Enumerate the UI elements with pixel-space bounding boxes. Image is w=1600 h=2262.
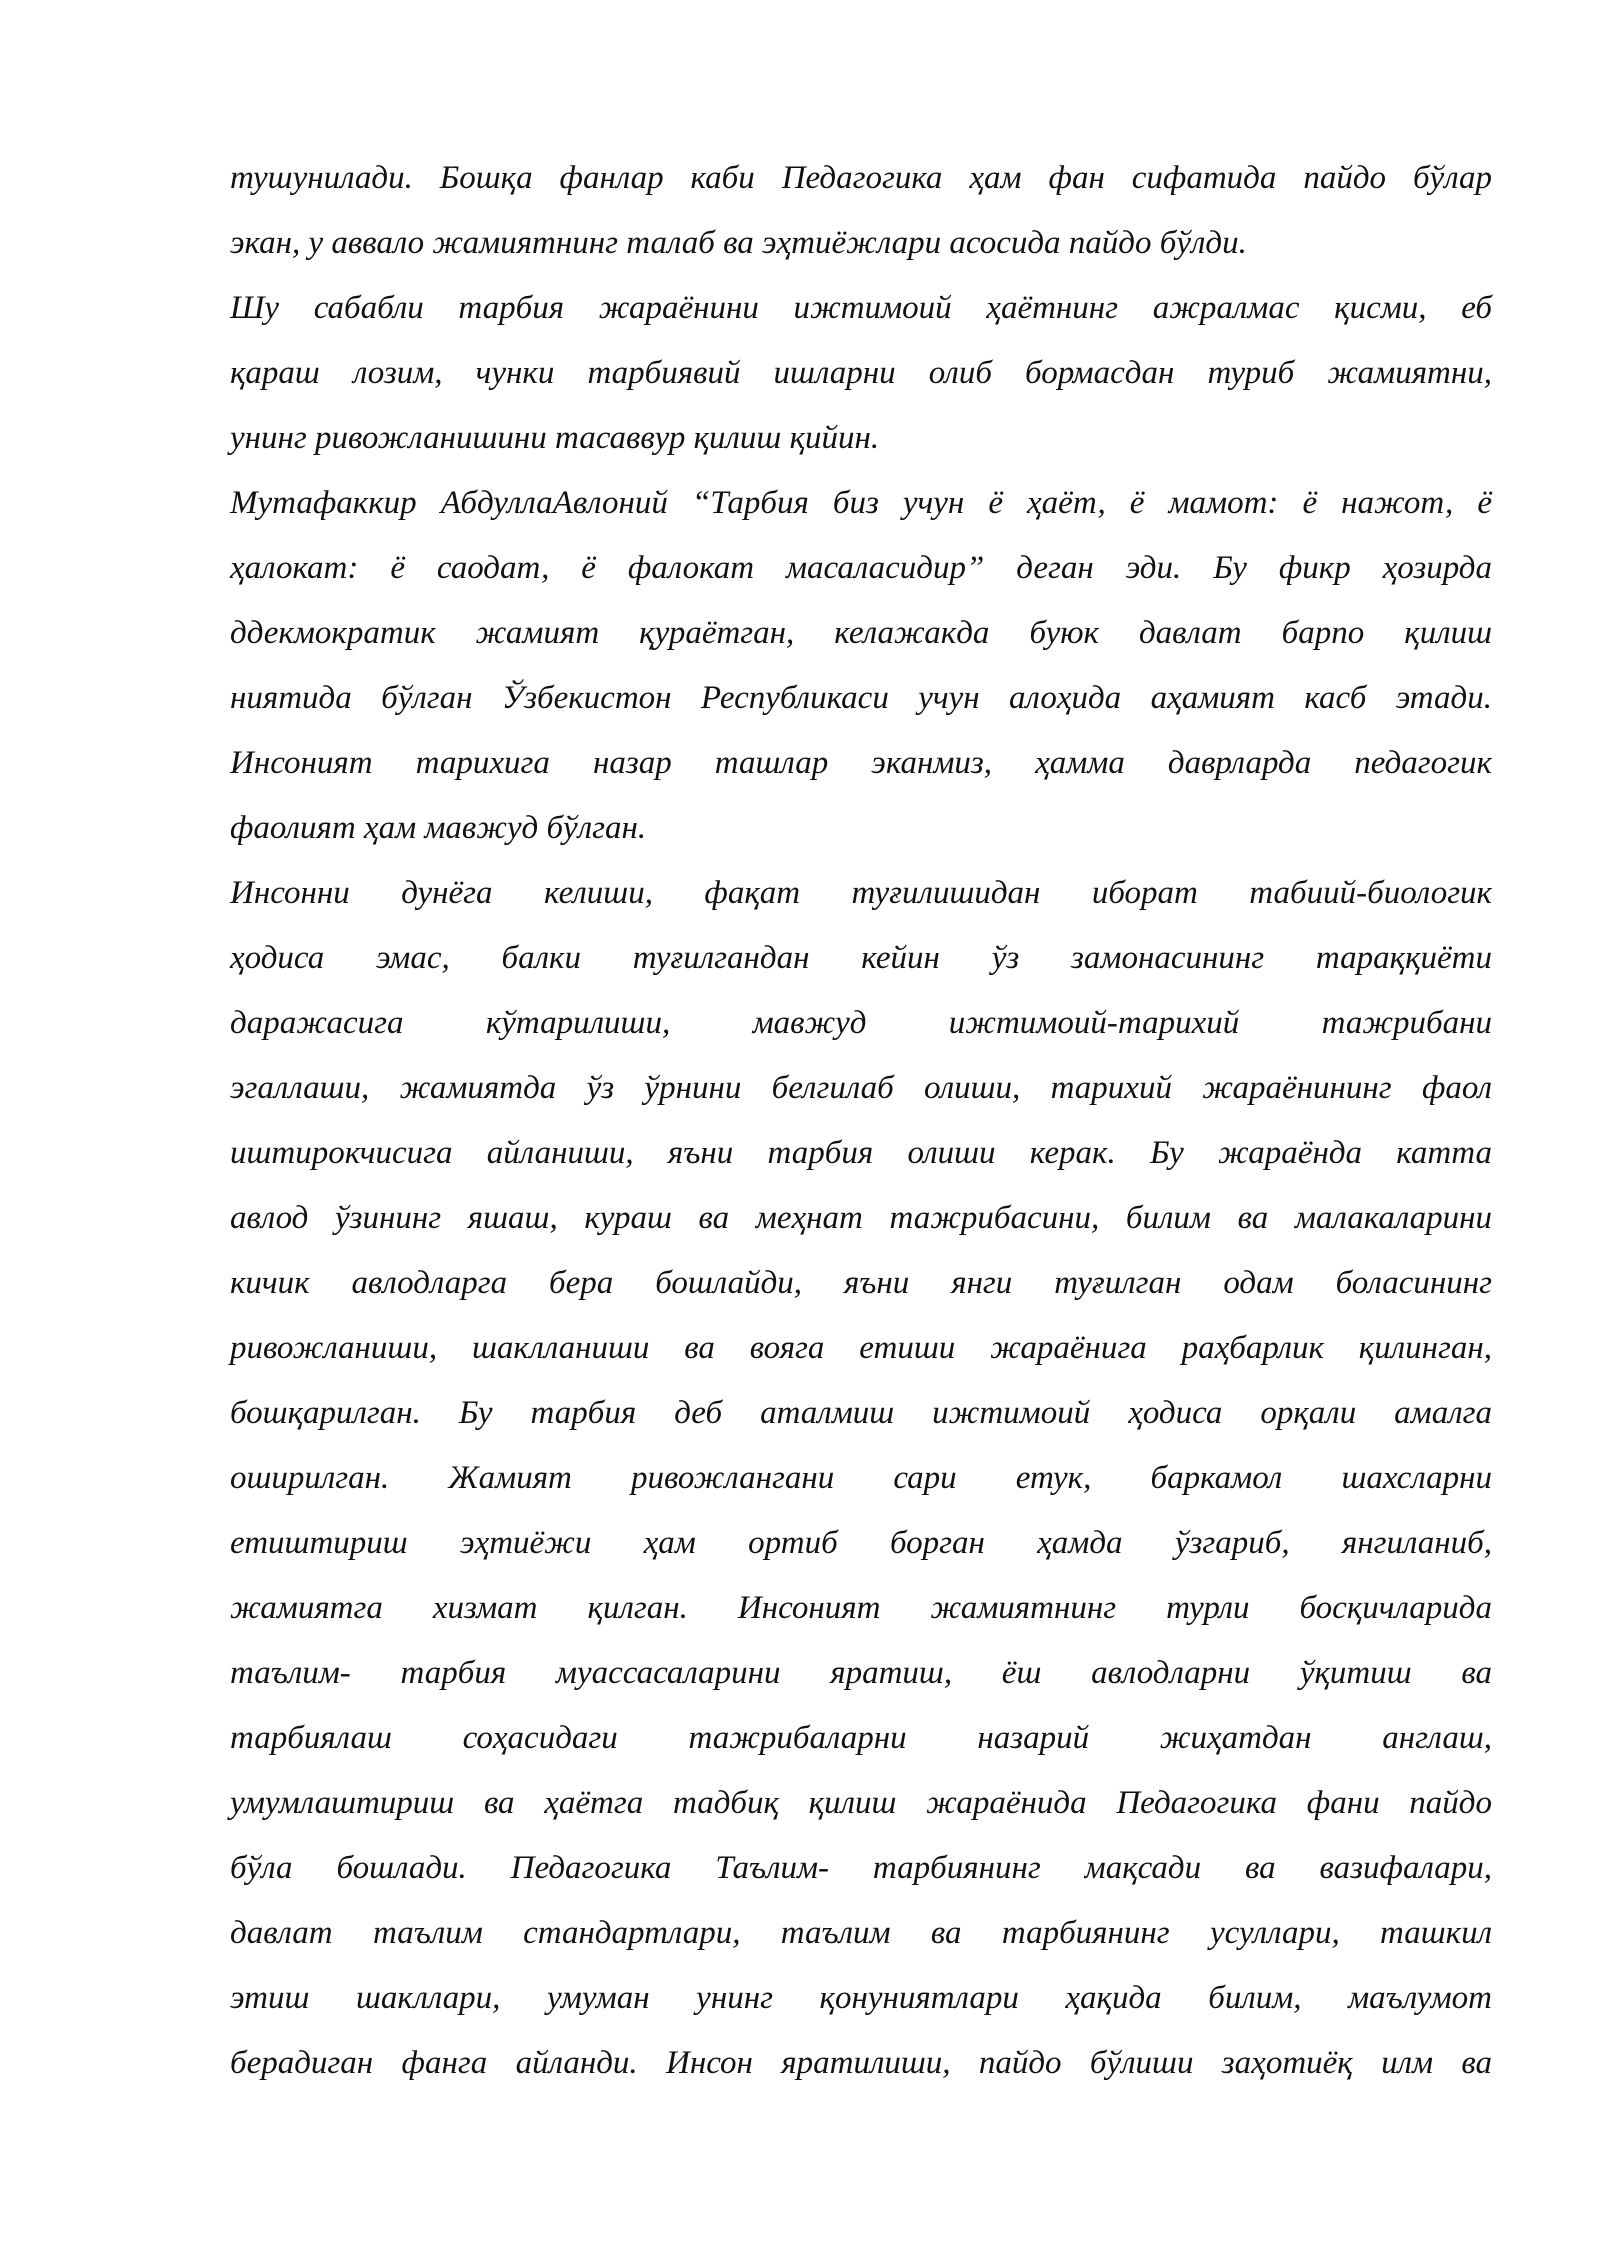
text-line: иштирокчисига айланиши, яъни тарбия олиши керак. Бу жараёнда катта <box>230 1135 1492 1171</box>
text-line: этиш шакллари, умуман унинг қонуниятлари ҳақида билим, маълумот <box>230 1980 1492 2016</box>
text-line: ҳалокат: ё саодат, ё фалокат масаласидир” деган эди. Бу фикр ҳозирда <box>230 550 1492 586</box>
text-line: бўла бошлади. Педагогика Таълим- тарбиянинг мақсади ва вазифалари, <box>230 1850 1492 1886</box>
text-line: оширилган. Жамият ривожлангани сари етук, баркамол шахсларни <box>230 1460 1492 1496</box>
text-line: Мутафаккир АбдуллаАвлоний “Тарбия биз учун ё ҳаёт, ё мамот: ё нажот, ё <box>230 485 1492 521</box>
text-line: Инсоният тарихига назар ташлар эканмиз, ҳамма даврларда педагогик <box>230 745 1492 781</box>
text-line: ддекмократик жамият қураётган, келажакда буюк давлат барпо қилиш <box>230 615 1492 651</box>
text-line: умумлаштириш ва ҳаётга тадбиқ қилиш жараёнида Педагогика фани пайдо <box>230 1785 1492 1821</box>
text-line: давлат таълим стандартлари, таълим ва тарбиянинг усуллари, ташкил <box>230 1915 1492 1951</box>
text-line: ҳодиса эмас, балки туғилгандан кейин ўз замонасининг тараққиёти <box>230 940 1492 976</box>
text-line: Инсонни дунёга келиши, фақат туғилишидан иборат табиий-биологик <box>230 875 1492 911</box>
text-line: эгаллаши, жамиятда ўз ўрнини белгилаб олиши, тарихий жараёнининг фаол <box>230 1070 1492 1106</box>
text-line: кичик авлодларга бера бошлайди, яъни янги туғилган одам боласининг <box>230 1265 1492 1301</box>
text-line: берадиган фанга айланди. Инсон яратилиши, пайдо бўлиши заҳотиёқ илм ва <box>230 2045 1492 2081</box>
text-line: Шу сабабли тарбия жараёнини ижтимоий ҳаётнинг ажралмас қисми, еб <box>230 290 1492 326</box>
text-line: бошқарилган. Бу тарбия деб аталмиш ижтимоий ҳодиса орқали амалга <box>230 1395 1492 1431</box>
text-line: фаолият ҳам мавжуд бўлган. <box>230 810 647 846</box>
text-line: етиштириш эҳтиёжи ҳам ортиб борган ҳамда ўзгариб, янгиланиб, <box>230 1525 1492 1561</box>
text-line: тарбиялаш соҳасидаги тажрибаларни назарий жиҳатдан англаш, <box>230 1720 1492 1756</box>
text-line: ниятида бўлган Ўзбекистон Республикаси учун алоҳида аҳамият касб этади. <box>230 680 1492 716</box>
text-line: қараш лозим, чунки тарбиявий ишларни олиб бормасдан туриб жамиятни, <box>230 355 1492 391</box>
text-line: жамиятга хизмат қилган. Инсоният жамиятнинг турли босқичларида <box>230 1590 1492 1626</box>
text-line: экан, у аввало жамиятнинг талаб ва эҳтиёжлари асосида пайдо бўлди. <box>230 225 1247 261</box>
text-line: ривожланиши, шаклланиши ва вояга етиши жараёнига раҳбарлик қилинган, <box>230 1330 1492 1366</box>
text-line: авлод ўзининг яшаш, кураш ва меҳнат тажрибасини, билим ва малакаларини <box>230 1200 1492 1236</box>
body-text <box>230 146 1492 2096</box>
text-line: таълим- тарбия муассасаларини яратиш, ёш авлодларни ўқитиш ва <box>230 1655 1492 1691</box>
text-line: тушунилади. Бошқа фанлар каби Педагогика ҳам фан сифатида пайдо бўлар <box>230 160 1492 196</box>
text-line: даражасига кўтарилиши, мавжуд ижтимоий-тарихий тажрибани <box>230 1005 1492 1041</box>
text-line: унинг ривожланишини тасаввур қилиш қийин. <box>230 420 880 456</box>
